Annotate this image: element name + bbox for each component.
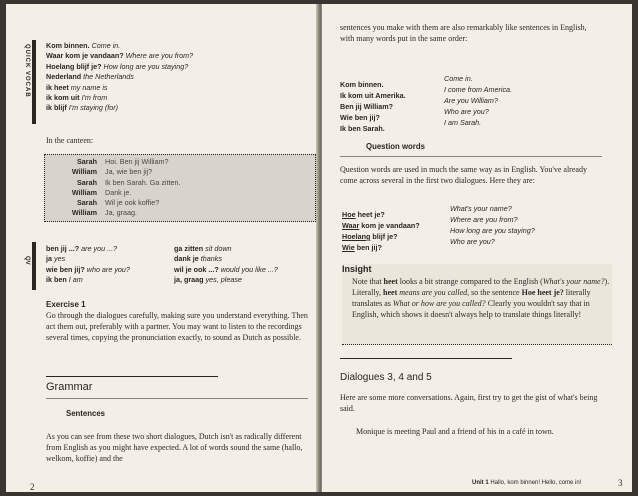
grammar-rule (46, 398, 308, 399)
dialogue-line (45, 198, 315, 208)
speaker-line: Wil je ook koffie? (105, 198, 160, 208)
qv-dutch: ben jij ...? (46, 244, 80, 253)
speaker-line: Ja, wie ben jij? (105, 167, 153, 177)
qv-english: yes, please (205, 275, 242, 285)
speaker-name: Sarah (77, 157, 97, 166)
section-rule (46, 376, 218, 377)
example-english: Who are you? (444, 107, 489, 116)
insight-title: Insight (342, 264, 372, 274)
vocab-dutch: Kom binnen. (46, 41, 90, 50)
question-words-english (450, 203, 535, 247)
question-words-dutch (342, 209, 420, 253)
qv-bar (32, 242, 36, 290)
question-english: What's your name? (450, 204, 512, 213)
dialogue-line (45, 157, 315, 167)
qv-row (46, 254, 130, 264)
qv-dutch: wie ben jij? (46, 264, 85, 274)
question-word: Hoe (342, 210, 356, 219)
question-word: Hoelang (342, 232, 371, 241)
qv-label: QV (24, 256, 30, 265)
vocab-row (46, 72, 193, 82)
qv-dutch: ja, graag (174, 275, 204, 285)
dialogues-heading: Dialogues 3, 4 and 5 (340, 372, 432, 383)
quick-vocab-label: QUICK VOCAB (24, 44, 30, 98)
insight-text: Note that heet looks a bit strange compared to the English (What's your name?). Literally, heet means are you called, so the sentence Hoe heet je? literally translates as What or how are you called? Clearly you wouldn't say that in English, which shows it doesn't always help to translate things literally! (352, 277, 610, 319)
vocab-row (46, 93, 193, 103)
question-english: Who are you? (450, 237, 495, 246)
vocab-dutch: Nederland (46, 72, 82, 82)
speaker-name: Sarah (77, 198, 97, 208)
canteen-dialogue-box (44, 154, 316, 222)
speaker-line: Ik ben Sarah. Ga zitten. (105, 177, 181, 187)
vocab-dutch: Hoelang blijf je? (46, 61, 102, 71)
example-english: Are you William? (444, 96, 498, 105)
qv-dutch: ik ben (46, 275, 67, 285)
example-dutch-list (340, 79, 406, 134)
qv-row (174, 254, 278, 264)
vocab-english: Where are you from? (125, 51, 194, 61)
question-rest: kom je vandaan? (359, 221, 420, 230)
speaker-line: Dank je. (105, 187, 132, 197)
vocab-english: How long are you staying? (103, 61, 189, 71)
qv-dutch: dank je (174, 254, 199, 264)
right-page (322, 4, 632, 492)
question-word: Wie (342, 243, 355, 252)
dialogues-text-2: Monique is meeting Paul and a friend of his in a café in town. (356, 427, 554, 436)
qv-column-2 (174, 244, 278, 286)
grammar-heading: Grammar (46, 381, 93, 393)
question-rest: heet je? (355, 210, 385, 219)
qv-row (46, 265, 130, 275)
vocab-english: Come in. (91, 41, 121, 50)
qv-english: are you ...? (81, 244, 118, 253)
qv-dutch: wil je ook ...? (174, 264, 219, 274)
question-word-row (342, 231, 420, 242)
example-dutch: Wie ben jij? (340, 113, 380, 122)
qv-english: sit down (205, 244, 232, 253)
question-english: How long are you staying? (450, 226, 535, 235)
question-word-row (342, 220, 420, 231)
qv-row (174, 265, 278, 275)
dialogue-line (45, 188, 315, 198)
question-rest: blijf je? (370, 232, 398, 241)
exercise-title: Exercise 1 (46, 300, 86, 309)
example-english: Come in. (444, 74, 473, 83)
vocab-row (46, 62, 193, 72)
speaker-name: William (71, 167, 97, 177)
canteen-intro: In the canteen: (46, 136, 94, 145)
qv-row (174, 275, 278, 285)
vocab-english: my name is (70, 82, 108, 92)
speaker-name: William (71, 187, 97, 197)
quick-vocab-list (46, 41, 193, 114)
question-rest: ben jij? (354, 243, 382, 252)
question-word-row (342, 242, 420, 253)
example-dutch: Kom binnen. (340, 80, 384, 89)
page-number-right: 3 (618, 478, 623, 488)
question-words-rule (340, 156, 602, 157)
qv-english: I am (68, 275, 83, 285)
question-english: Where are you from? (450, 215, 518, 224)
vocab-row (46, 103, 193, 113)
dialogue-line (45, 208, 315, 218)
qv-column-1 (46, 244, 130, 286)
speaker-name: William (71, 208, 97, 218)
qv-english: would you like ...? (220, 264, 278, 274)
vocab-english: I'm from (81, 93, 108, 103)
vocab-row (46, 51, 193, 61)
vocab-dutch: ik kom uit (46, 93, 80, 103)
dialogues-rule (340, 358, 512, 359)
question-words-heading: Question words (366, 142, 425, 151)
example-english-list (444, 73, 512, 128)
example-english: I come from America. (444, 85, 513, 94)
vocab-english: I'm staying (for) (68, 103, 119, 113)
page-footer: Unit 1 Hallo, kom binnen! Hello, come in! (472, 480, 582, 486)
intro-text: sentences you make with them are also remarkably like sentences in English, with many words put in the same order: (340, 23, 587, 43)
left-page (6, 4, 318, 492)
qv-english: who are you? (86, 264, 130, 274)
qv-row (46, 275, 130, 285)
vocab-dutch: ik heet (46, 82, 69, 92)
example-dutch: Ik ben Sarah. (340, 124, 385, 133)
speaker-line: Ja, graag. (105, 208, 137, 218)
question-word: Waar (342, 221, 360, 230)
vocab-dutch: Waar kom je vandaan? (46, 51, 124, 61)
vocab-english: the Netherlands (83, 72, 134, 82)
example-english: I am Sarah. (444, 118, 482, 127)
grammar-text: As you can see from these two short dialogues, Dutch isn't as radically different from English as you might have expected. A lot of words sound the same (hallo, welkom, koffie) and the (46, 432, 303, 463)
question-word-row (342, 209, 420, 220)
vocab-dutch: ik blijf (46, 103, 67, 113)
question-words-text: Question words are used in much the same way as in English. You've already come across several in the first two dialogues. Here they are: (340, 165, 587, 185)
example-dutch: Ben jij William? (340, 102, 394, 111)
qv-english: thanks (200, 254, 222, 264)
qv-row (174, 244, 278, 254)
exercise-text: Go through the dialogues carefully, making sure you understand everything. Then act them out, preferably with a partner. You may want to listen to the recordings several times, copying the pronunciation exactly, to sound as Dutch as possible. (46, 311, 308, 342)
dialogue-line (45, 178, 315, 188)
vocab-row (46, 83, 193, 93)
quick-vocab-bar (32, 40, 36, 124)
speaker-line: Hoi. Ben jij William? (105, 157, 169, 166)
qv-dutch: ga zitten (174, 244, 204, 253)
vocab-row (46, 41, 193, 51)
page-number-left: 2 (30, 482, 35, 492)
speaker-name: Sarah (77, 177, 97, 187)
dialogue-line (45, 167, 315, 177)
example-dutch: Ik kom uit Amerika. (340, 91, 406, 100)
sentences-heading: Sentences (66, 409, 106, 418)
qv-english: yes (54, 254, 66, 264)
dialogues-text: Here are some more conversations. Again, first try to get the gist of what's being said. (340, 393, 598, 413)
qv-row (46, 244, 130, 254)
qv-dutch: ja (46, 254, 52, 264)
